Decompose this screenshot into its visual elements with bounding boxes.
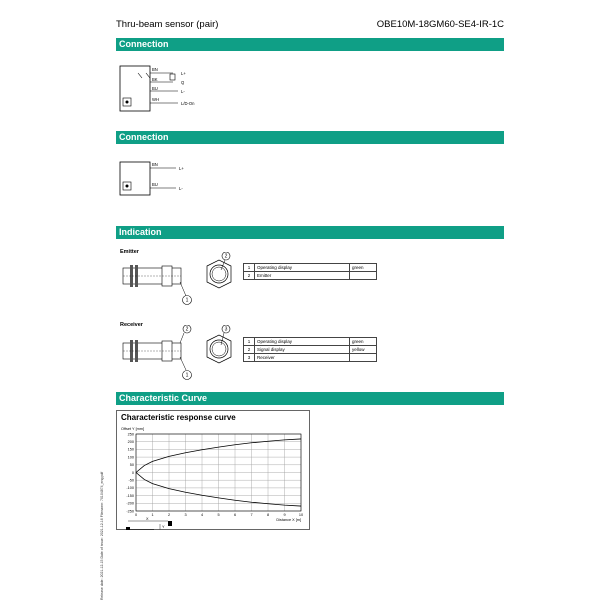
x-axis-label: Distance X [m] bbox=[276, 518, 301, 522]
x-tick-label: 5 bbox=[217, 513, 220, 517]
characteristic-response-chart bbox=[116, 424, 310, 530]
product-type: Thru-beam sensor (pair) bbox=[116, 19, 219, 30]
model-number: OBE10M-18GM60-SE4-IR-1C bbox=[376, 19, 504, 30]
callout-label-2: 2 bbox=[185, 326, 189, 333]
wire-label-bu: BU bbox=[152, 86, 158, 91]
receiver-indicator-table bbox=[243, 337, 377, 362]
release-info: Release date: 2021-12-15 Date of issue: 2021-12-16 Filename: 70104874_eng.pdf bbox=[100, 471, 104, 600]
inset-receiver-icon bbox=[168, 521, 172, 526]
x-tick-label: 2 bbox=[167, 513, 171, 517]
y-axis-label: Offset Y [mm] bbox=[121, 427, 144, 431]
x-tick-label: 0 bbox=[134, 513, 138, 517]
y-tick-label: 200 bbox=[127, 440, 134, 444]
callout-label-2: 2 bbox=[224, 253, 228, 260]
row-color: green bbox=[350, 264, 377, 272]
callout-label-1: 1 bbox=[185, 372, 189, 379]
terminal-label-lminus: L- bbox=[179, 186, 183, 191]
section-connection-2: Connection bbox=[116, 131, 504, 144]
row-number: 1 bbox=[244, 264, 255, 272]
sensor-symbol-icon bbox=[123, 182, 131, 190]
section-connection-1: Connection bbox=[116, 38, 504, 51]
row-description: Operating display bbox=[255, 264, 350, 272]
sensor-side-view bbox=[123, 265, 192, 305]
y-tick-label: -50 bbox=[128, 478, 134, 483]
y-tick-label: 100 bbox=[127, 455, 134, 460]
connection-diagram-emitter bbox=[118, 157, 208, 197]
wire-label-bn: BN bbox=[152, 67, 158, 72]
terminal-label-ld-on: L/D-On bbox=[181, 101, 195, 106]
x-tick-label: 4 bbox=[200, 513, 204, 517]
y-tick-label: 150 bbox=[127, 447, 134, 452]
switch-symbol bbox=[138, 73, 150, 78]
wire-label-bu: BU bbox=[152, 182, 158, 187]
x-tick-label: 9 bbox=[283, 513, 286, 517]
table-row bbox=[244, 338, 377, 346]
row-number: 3 bbox=[244, 354, 255, 362]
row-description: Receiver bbox=[255, 354, 350, 362]
row-description: Operating display bbox=[255, 338, 350, 346]
section-characteristic-curve: Characteristic Curve bbox=[116, 392, 504, 405]
table-row bbox=[244, 354, 377, 362]
sensor-symbol-icon bbox=[123, 98, 131, 106]
callout-label-1: 1 bbox=[185, 297, 189, 304]
x-tick-label: 3 bbox=[184, 513, 187, 517]
sensor-front-view bbox=[207, 252, 231, 288]
row-number: 1 bbox=[244, 338, 255, 346]
y-tick-label: -100 bbox=[126, 486, 134, 491]
inset-emitter-icon bbox=[126, 527, 130, 530]
y-tick-label: 250 bbox=[127, 432, 134, 437]
sensor-side-view bbox=[123, 325, 192, 380]
inset-label-x: X bbox=[146, 517, 149, 521]
row-number: 2 bbox=[244, 272, 255, 280]
emitter-drawing bbox=[118, 252, 248, 310]
y-tick-label: -250 bbox=[126, 509, 134, 514]
connection-diagram-receiver bbox=[118, 60, 218, 115]
x-tick-label: 10 bbox=[298, 513, 304, 517]
emitter-indicator-table bbox=[243, 263, 377, 280]
wire-label-bk: BK bbox=[152, 77, 158, 82]
terminal-label-q: Q bbox=[181, 80, 185, 85]
terminal-label-lminus: L- bbox=[181, 89, 185, 94]
y-tick-label: -150 bbox=[126, 493, 134, 498]
emitter-title: Emitter bbox=[120, 249, 139, 255]
section-indication: Indication bbox=[116, 226, 504, 239]
y-tick-label: -200 bbox=[126, 501, 134, 506]
row-color: yellow bbox=[350, 346, 377, 354]
inset-label-y: Y bbox=[162, 525, 165, 529]
table-row bbox=[244, 272, 377, 280]
row-number: 2 bbox=[244, 346, 255, 354]
wire-label-bn: BN bbox=[152, 162, 158, 167]
x-tick-label: 7 bbox=[250, 513, 253, 517]
receiver-title: Receiver bbox=[120, 322, 143, 328]
terminal-label-lplus: L+ bbox=[181, 71, 186, 76]
row-color bbox=[350, 354, 377, 362]
row-color: green bbox=[350, 338, 377, 346]
x-tick-label: 8 bbox=[266, 513, 270, 517]
table-row bbox=[244, 264, 377, 272]
x-tick-label: 1 bbox=[151, 513, 154, 517]
callout-label-3: 3 bbox=[224, 326, 228, 333]
row-color bbox=[350, 272, 377, 280]
terminal-label-lplus: L+ bbox=[179, 166, 184, 171]
y-tick-label: 50 bbox=[129, 463, 134, 468]
chart-title: Characteristic response curve bbox=[121, 413, 236, 422]
receiver-drawing bbox=[118, 325, 248, 383]
y-tick-label: 0 bbox=[131, 470, 134, 475]
row-description: Signal display bbox=[255, 346, 350, 354]
wire-label-wh: WH bbox=[152, 97, 159, 102]
sensor-front-view bbox=[207, 325, 231, 363]
row-description: Emitter bbox=[255, 272, 350, 280]
x-tick-label: 6 bbox=[233, 513, 237, 517]
table-row bbox=[244, 346, 377, 354]
